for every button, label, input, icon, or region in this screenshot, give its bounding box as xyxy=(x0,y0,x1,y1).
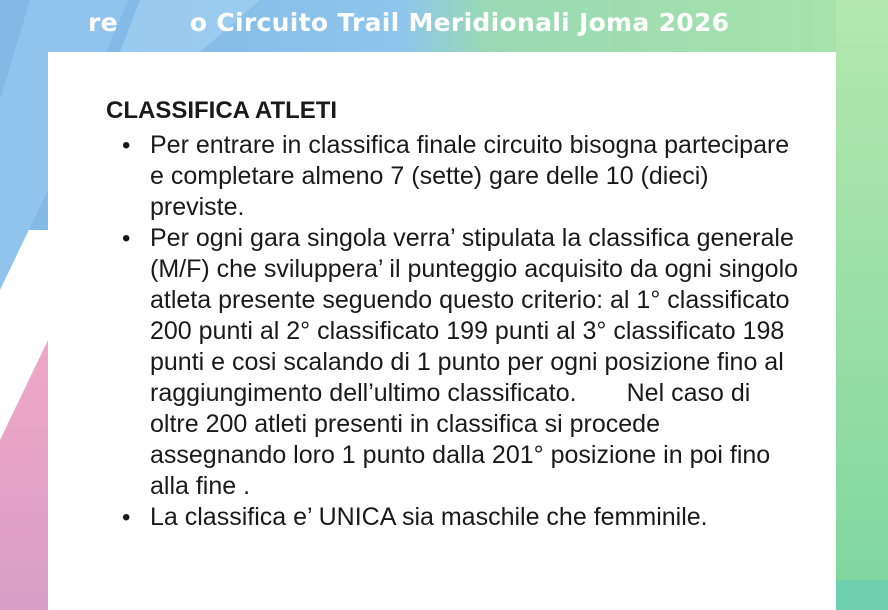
rule-item-scoring xyxy=(120,223,800,502)
rule-item-minimum-races xyxy=(120,130,800,223)
rule-text: Per entrare in classifica finale circuito bisogna partecipare e completare almeno 7 (sette) gare delle 10 (dieci) previste. xyxy=(150,131,790,221)
rules-list xyxy=(120,130,800,533)
rule-text: La classifica e’ UNICA sia maschile che femminile. xyxy=(150,503,708,531)
rule-item-unique-ranking xyxy=(120,502,800,533)
rule-text-over-200: Nel caso di oltre 200 atleti presenti in classifica si procede assegnando loro 1 punto dalla 201° posizione in poi fino alla fine . xyxy=(150,379,771,500)
section-title: CLASSIFICA ATLETI xyxy=(106,97,338,124)
rule-text-scoring: Per ogni gara singola verra’ stipulata la classifica generale (M/F) che sviluppera’ il punteggio acquisito da ogni singolo atleta presente seguendo questo criterio: al 1° classificato 200 punti al 2° classificato 199 punti al 3° classificato 198 punti e cosi scalando di 1 punto per ogni posizione fino al raggiungimento dell’ultimo classificato. xyxy=(150,224,799,407)
circuit-title-banner: re o Circuito Trail Meridionali Joma 2026 xyxy=(88,8,730,37)
